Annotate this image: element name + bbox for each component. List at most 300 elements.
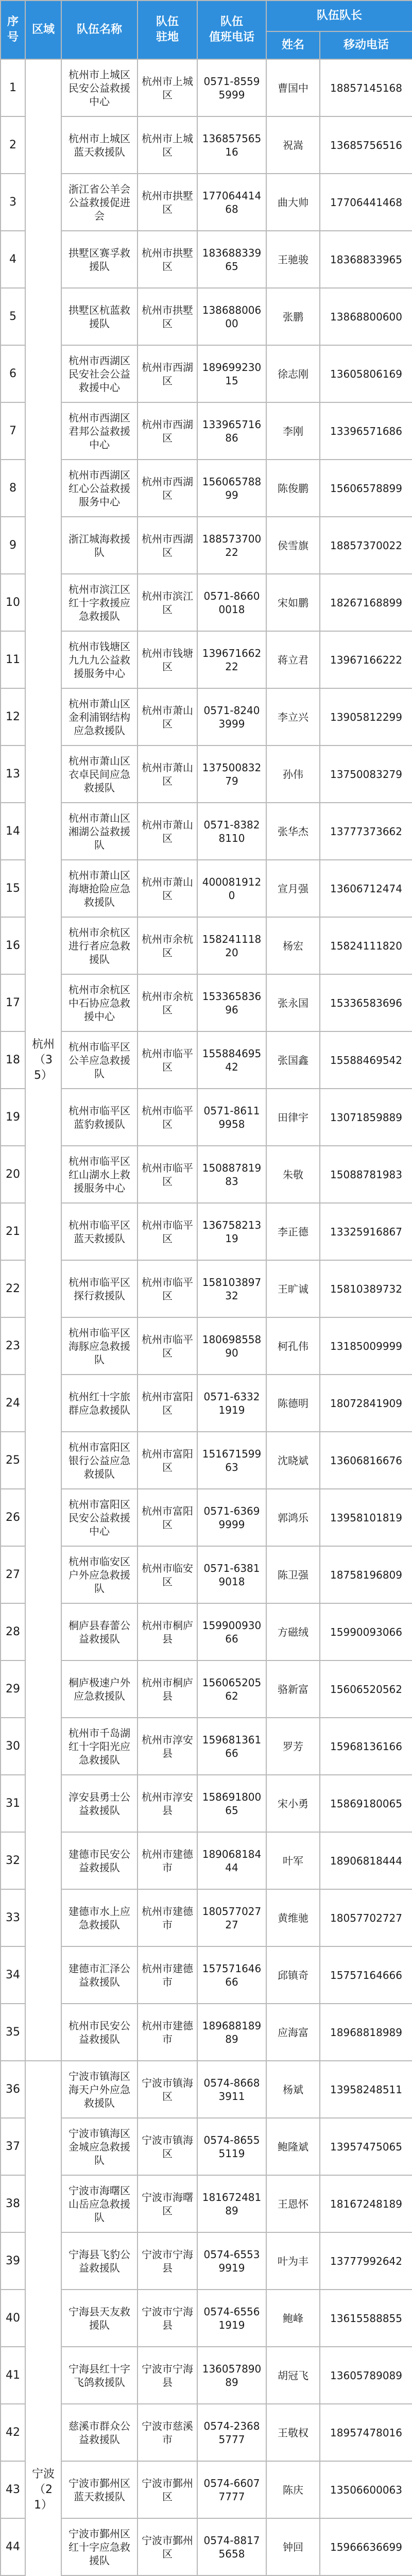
- team-location-cell: 杭州市上城区: [138, 116, 197, 174]
- leader-name-cell: 沈晓斌: [266, 1432, 320, 1489]
- row-seq: 37: [1, 2118, 25, 2175]
- duty-phone-cell: 15810389732: [197, 1260, 266, 1317]
- team-name-cell: 杭州市西湖区红心公益救援服务中心: [61, 460, 138, 517]
- table-row: [1, 1203, 412, 1260]
- row-seq: 7: [1, 402, 25, 460]
- team-location-cell: 杭州市萧山区: [138, 860, 197, 917]
- duty-phone-cell: 15757164666: [197, 1946, 266, 2004]
- row-seq: 10: [1, 574, 25, 631]
- duty-phone-cell: 15088781983: [197, 1146, 266, 1203]
- duty-phone-cell: 0574-88175658: [197, 2518, 266, 2575]
- team-name-cell: 杭州市萧山区衣卓民间应急救援队: [61, 745, 138, 803]
- team-location-cell: 杭州市临平区: [138, 1031, 197, 1089]
- header-duty-phone: 队伍 值班电话: [197, 1, 266, 59]
- team-location-cell: 杭州市西湖区: [138, 345, 197, 402]
- row-seq: 17: [1, 974, 25, 1031]
- leader-mobile-cell: 15088781983: [320, 1146, 412, 1203]
- duty-phone-cell: 0571-63699999: [197, 1489, 266, 1546]
- duty-phone-cell: 15606520562: [197, 1660, 266, 1718]
- table-row: [1, 2518, 412, 2575]
- duty-phone-cell: 15606578899: [197, 460, 266, 517]
- leader-mobile-cell: 18267168899: [320, 574, 412, 631]
- leader-mobile-cell: 18167248189: [320, 2175, 412, 2232]
- leader-mobile-cell: 13957475065: [320, 2118, 412, 2175]
- duty-phone-cell: 18057702727: [197, 1889, 266, 1946]
- duty-phone-cell: 13685756516: [197, 116, 266, 174]
- leader-name-cell: 郭鸿乐: [266, 1489, 320, 1546]
- leader-mobile-cell: 15606520562: [320, 1660, 412, 1718]
- table-row: [1, 1432, 412, 1489]
- row-seq: 44: [1, 2518, 25, 2575]
- row-seq: 28: [1, 1603, 25, 1660]
- duty-phone-cell: 13605789089: [197, 2347, 266, 2404]
- duty-phone-cell: 18857370022: [197, 517, 266, 574]
- leader-name-cell: 侯雪旗: [266, 517, 320, 574]
- team-location-cell: 宁波市慈溪市: [138, 2404, 197, 2461]
- team-location-cell: 杭州市西湖区: [138, 460, 197, 517]
- team-name-cell: 杭州市临安区户外应急救援队: [61, 1546, 138, 1603]
- row-seq: 11: [1, 631, 25, 688]
- duty-phone-cell: 13750083279: [197, 745, 266, 803]
- leader-mobile-cell: 13325916867: [320, 1203, 412, 1260]
- row-seq: 34: [1, 1946, 25, 2004]
- duty-phone-cell: 0571-82403999: [197, 688, 266, 745]
- table-row: [1, 2290, 412, 2347]
- row-seq: 24: [1, 1375, 25, 1432]
- leader-name-cell: 邱镇奇: [266, 1946, 320, 2004]
- leader-mobile-cell: 13958248511: [320, 2061, 412, 2118]
- leader-name-cell: 杨宏: [266, 917, 320, 974]
- duty-phone-cell: 0574-23685777: [197, 2404, 266, 2461]
- team-name-cell: 杭州市临平区蓝豹救援队: [61, 1089, 138, 1146]
- team-name-cell: 杭州市萧山区金利浦钢结构应急救援队: [61, 688, 138, 745]
- table-row: [1, 517, 412, 574]
- leader-name-cell: 张永国: [266, 974, 320, 1031]
- leader-name-cell: 王旷诚: [266, 1260, 320, 1317]
- leader-mobile-cell: 18906818444: [320, 1832, 412, 1889]
- row-seq: 39: [1, 2232, 25, 2290]
- leader-name-cell: 李正德: [266, 1203, 320, 1260]
- team-name-cell: 慈溪市群众公益救援队: [61, 2404, 138, 2461]
- table-row: [1, 574, 412, 631]
- team-name-cell: 杭州市萧山区海塘抢险应急救援队: [61, 860, 138, 917]
- table-row: [1, 1146, 412, 1203]
- team-location-cell: 杭州市拱墅区: [138, 231, 197, 288]
- leader-mobile-cell: 13396571686: [320, 402, 412, 460]
- table-row: [1, 59, 412, 116]
- region-cell: 杭州（35）: [25, 59, 61, 2061]
- row-seq: 14: [1, 803, 25, 860]
- team-location-cell: 杭州市临平区: [138, 1089, 197, 1146]
- header-location: 队伍 驻地: [138, 1, 197, 59]
- team-location-cell: 杭州市上城区: [138, 59, 197, 116]
- team-location-cell: 宁波市鄞州区: [138, 2518, 197, 2575]
- table-row: [1, 1660, 412, 1718]
- leader-name-cell: 孙伟: [266, 745, 320, 803]
- leader-name-cell: 王敬权: [266, 2404, 320, 2461]
- leader-mobile-cell: 15968136166: [320, 1718, 412, 1775]
- leader-mobile-cell: 15606578899: [320, 460, 412, 517]
- row-seq: 29: [1, 1660, 25, 1718]
- team-name-cell: 杭州市西湖区民安社会公益救援中心: [61, 345, 138, 402]
- team-name-cell: 宁波市鄞州区蓝天救援队: [61, 2461, 138, 2518]
- table-row: [1, 2347, 412, 2404]
- team-location-cell: 杭州市桐庐县: [138, 1603, 197, 1660]
- duty-phone-cell: 15167159963: [197, 1432, 266, 1489]
- team-location-cell: 杭州市滨江区: [138, 574, 197, 631]
- leader-mobile-cell: 18072841909: [320, 1375, 412, 1432]
- row-seq: 5: [1, 288, 25, 345]
- leader-name-cell: 宋小勇: [266, 1775, 320, 1832]
- team-location-cell: 宁波市宁海县: [138, 2347, 197, 2404]
- leader-name-cell: 柯孔伟: [266, 1317, 320, 1375]
- leader-mobile-cell: 18968818989: [320, 2004, 412, 2061]
- table-row: [1, 1832, 412, 1889]
- leader-mobile-cell: 15588469542: [320, 1031, 412, 1089]
- duty-phone-cell: 15588469542: [197, 1031, 266, 1089]
- row-seq: 26: [1, 1489, 25, 1546]
- team-name-cell: 宁波市鄞州区红十字应急救援队: [61, 2518, 138, 2575]
- leader-name-cell: 骆新富: [266, 1660, 320, 1718]
- duty-phone-cell: 15336583696: [197, 974, 266, 1031]
- table-row: [1, 917, 412, 974]
- leader-mobile-cell: 13605806169: [320, 345, 412, 402]
- table-row: [1, 2461, 412, 2518]
- duty-phone-cell: 13967166222: [197, 631, 266, 688]
- team-location-cell: 杭州市富阳区: [138, 1432, 197, 1489]
- leader-name-cell: 李立兴: [266, 688, 320, 745]
- team-location-cell: 宁波市宁海县: [138, 2290, 197, 2347]
- team-location-cell: 杭州市临平区: [138, 1317, 197, 1375]
- team-name-cell: 拱墅区杭蓝救援队: [61, 288, 138, 345]
- leader-name-cell: 罗芳: [266, 1718, 320, 1775]
- leader-mobile-cell: 13905812299: [320, 688, 412, 745]
- leader-name-cell: 陈卫强: [266, 1546, 320, 1603]
- duty-phone-cell: 17706441468: [197, 174, 266, 231]
- row-seq: 27: [1, 1546, 25, 1603]
- team-name-cell: 浙江省公羊会公益救援促进会: [61, 174, 138, 231]
- leader-name-cell: 方磁绒: [266, 1603, 320, 1660]
- duty-phone-cell: 13675821319: [197, 1203, 266, 1260]
- row-seq: 6: [1, 345, 25, 402]
- leader-mobile-cell: 13967166222: [320, 631, 412, 688]
- leader-name-cell: 张国鑫: [266, 1031, 320, 1089]
- row-seq: 4: [1, 231, 25, 288]
- team-location-cell: 杭州市萧山区: [138, 745, 197, 803]
- team-name-cell: 杭州市余杭区进行者应急救援队: [61, 917, 138, 974]
- team-location-cell: 杭州市西湖区: [138, 402, 197, 460]
- leader-name-cell: 田律宇: [266, 1089, 320, 1146]
- team-name-cell: 杭州市上城区蓝天救援队: [61, 116, 138, 174]
- leader-mobile-cell: 18857145168: [320, 59, 412, 116]
- table-row: [1, 116, 412, 174]
- leader-name-cell: 陈俊鹏: [266, 460, 320, 517]
- duty-phone-cell: 15968136166: [197, 1718, 266, 1775]
- duty-phone-cell: 0574-65539919: [197, 2232, 266, 2290]
- team-name-cell: 杭州市上城区民安公益救援中心: [61, 59, 138, 116]
- team-name-cell: 杭州市富阳区银行公益应急救援队: [61, 1432, 138, 1489]
- team-location-cell: 杭州市富阳区: [138, 1375, 197, 1432]
- team-location-cell: 杭州市临平区: [138, 1203, 197, 1260]
- row-seq: 31: [1, 1775, 25, 1832]
- leader-name-cell: 祝嵩: [266, 116, 320, 174]
- table-row: [1, 288, 412, 345]
- team-name-cell: 杭州市临平区探行救援队: [61, 1260, 138, 1317]
- leader-name-cell: 陈德明: [266, 1375, 320, 1432]
- duty-phone-cell: 4000819120: [197, 860, 266, 917]
- leader-name-cell: 陈庆: [266, 2461, 320, 2518]
- leader-mobile-cell: 17706441468: [320, 174, 412, 231]
- team-location-cell: 杭州市淳安县: [138, 1775, 197, 1832]
- duty-phone-cell: 18968818989: [197, 2004, 266, 2061]
- team-location-cell: 杭州市富阳区: [138, 1489, 197, 1546]
- team-location-cell: 杭州市萧山区: [138, 803, 197, 860]
- duty-phone-cell: 15990093066: [197, 1603, 266, 1660]
- leader-name-cell: 杨斌: [266, 2061, 320, 2118]
- leader-name-cell: 张华杰: [266, 803, 320, 860]
- team-location-cell: 杭州市建德市: [138, 1946, 197, 2004]
- table-row: [1, 1546, 412, 1603]
- team-name-cell: 杭州市临平区公羊应急救援队: [61, 1031, 138, 1089]
- table-row: [1, 1889, 412, 1946]
- duty-phone-cell: 18969923015: [197, 345, 266, 402]
- team-location-cell: 杭州市桐庐县: [138, 1660, 197, 1718]
- table-header: [1, 1, 412, 59]
- row-seq: 3: [1, 174, 25, 231]
- team-name-cell: 杭州市滨江区红十字救援应急救援队: [61, 574, 138, 631]
- duty-phone-cell: 15869180065: [197, 1775, 266, 1832]
- leader-mobile-cell: 13777992642: [320, 2232, 412, 2290]
- team-location-cell: 杭州市西湖区: [138, 517, 197, 574]
- row-seq: 19: [1, 1089, 25, 1146]
- table-row: [1, 460, 412, 517]
- duty-phone-cell: 18368833965: [197, 231, 266, 288]
- leader-mobile-cell: 13071859889: [320, 1089, 412, 1146]
- leader-mobile-cell: 13958101819: [320, 1489, 412, 1546]
- leader-mobile-cell: 13868800600: [320, 288, 412, 345]
- table-row: [1, 2175, 412, 2232]
- table-row: [1, 1775, 412, 1832]
- team-location-cell: 宁波市宁海县: [138, 2232, 197, 2290]
- table-row: [1, 688, 412, 745]
- region-cell: 宁波（21）: [25, 2061, 61, 2576]
- table-row: [1, 2061, 412, 2118]
- team-location-cell: 杭州市拱墅区: [138, 288, 197, 345]
- row-seq: 35: [1, 2004, 25, 2061]
- team-location-cell: 宁波市鄞州区: [138, 2461, 197, 2518]
- row-seq: 33: [1, 1889, 25, 1946]
- leader-mobile-cell: 18957478016: [320, 2404, 412, 2461]
- table-row: [1, 1489, 412, 1546]
- team-name-cell: 桐庐县春蕾公益救援队: [61, 1603, 138, 1660]
- duty-phone-cell: 0571-83828110: [197, 803, 266, 860]
- duty-phone-cell: 0574-66077777: [197, 2461, 266, 2518]
- duty-phone-cell: 15824111820: [197, 917, 266, 974]
- row-seq: 22: [1, 1260, 25, 1317]
- leader-mobile-cell: 13185009999: [320, 1317, 412, 1375]
- leader-name-cell: 蒋立君: [266, 631, 320, 688]
- team-location-cell: 杭州市萧山区: [138, 688, 197, 745]
- row-seq: 1: [1, 59, 25, 116]
- team-name-cell: 浙江城海救援队: [61, 517, 138, 574]
- header-leader-group: 队伍队长: [266, 1, 412, 31]
- leader-name-cell: 王恩怀: [266, 2175, 320, 2232]
- leader-mobile-cell: 13506600063: [320, 2461, 412, 2518]
- team-name-cell: 杭州红十字旅群应急救援队: [61, 1375, 138, 1432]
- leader-name-cell: 徐志刚: [266, 345, 320, 402]
- team-location-cell: 宁波市镇海区: [138, 2061, 197, 2118]
- table-row: [1, 860, 412, 917]
- row-seq: 15: [1, 860, 25, 917]
- header-leader-name: 姓名: [266, 31, 320, 59]
- team-name-cell: 建德市汇泽公益救援队: [61, 1946, 138, 2004]
- duty-phone-cell: 0574-86683911: [197, 2061, 266, 2118]
- leader-name-cell: 叶军: [266, 1832, 320, 1889]
- team-name-cell: 宁波市镇海区金城应急救援队: [61, 2118, 138, 2175]
- team-location-cell: 宁波市镇海区: [138, 2118, 197, 2175]
- leader-name-cell: 鲍峰: [266, 2290, 320, 2347]
- leader-name-cell: 曹国中: [266, 59, 320, 116]
- leader-mobile-cell: 13615588855: [320, 2290, 412, 2347]
- table-row: [1, 803, 412, 860]
- leader-name-cell: 李刚: [266, 402, 320, 460]
- team-name-cell: 宁波市海曙区山岳应急救援队: [61, 2175, 138, 2232]
- leader-name-cell: 鲍隆斌: [266, 2118, 320, 2175]
- table-row: [1, 402, 412, 460]
- team-name-cell: 杭州市临平区红山湖水上救援服务中心: [61, 1146, 138, 1203]
- team-name-cell: 杭州市民安公益救援队: [61, 2004, 138, 2061]
- duty-phone-cell: 0574-86555119: [197, 2118, 266, 2175]
- row-seq: 13: [1, 745, 25, 803]
- header-seq: 序号: [1, 1, 25, 59]
- duty-phone-cell: 0574-65561919: [197, 2290, 266, 2347]
- row-seq: 23: [1, 1317, 25, 1375]
- header-team-name: 队伍名称: [61, 1, 138, 59]
- table-row: [1, 1375, 412, 1432]
- leader-mobile-cell: 13685756516: [320, 116, 412, 174]
- row-seq: 41: [1, 2347, 25, 2404]
- duty-phone-cell: 18167248189: [197, 2175, 266, 2232]
- leader-mobile-cell: 15869180065: [320, 1775, 412, 1832]
- leader-name-cell: 钟回: [266, 2518, 320, 2575]
- row-seq: 2: [1, 116, 25, 174]
- row-seq: 20: [1, 1146, 25, 1203]
- team-name-cell: 宁海县天友救援队: [61, 2290, 138, 2347]
- leader-mobile-cell: 13750083279: [320, 745, 412, 803]
- table-row: [1, 2004, 412, 2061]
- team-location-cell: 杭州市淳安县: [138, 1718, 197, 1775]
- leader-mobile-cell: 15810389732: [320, 1260, 412, 1317]
- team-location-cell: 杭州市临平区: [138, 1260, 197, 1317]
- team-name-cell: 杭州市钱塘区九九九公益救援服务中心: [61, 631, 138, 688]
- team-location-cell: 杭州市临安区: [138, 1546, 197, 1603]
- duty-phone-cell: 0571-86119958: [197, 1089, 266, 1146]
- table-row: [1, 345, 412, 402]
- team-name-cell: 拱墅区赛孚救援队: [61, 231, 138, 288]
- duty-phone-cell: 18906818444: [197, 1832, 266, 1889]
- row-seq: 16: [1, 917, 25, 974]
- leader-mobile-cell: 18057702727: [320, 1889, 412, 1946]
- table-row: [1, 1089, 412, 1146]
- team-location-cell: 杭州市拱墅区: [138, 174, 197, 231]
- leader-name-cell: 叶为丰: [266, 2232, 320, 2290]
- team-name-cell: 桐庐极速户外应急救援队: [61, 1660, 138, 1718]
- table-row: [1, 2232, 412, 2290]
- row-seq: 38: [1, 2175, 25, 2232]
- team-name-cell: 宁波市镇海区海天户外应急救援队: [61, 2061, 138, 2118]
- row-seq: 12: [1, 688, 25, 745]
- table-row: [1, 174, 412, 231]
- team-location-cell: 杭州市建德市: [138, 1889, 197, 1946]
- table-row: [1, 231, 412, 288]
- table-row: [1, 1260, 412, 1317]
- row-seq: 36: [1, 2061, 25, 2118]
- team-name-cell: 宁海县飞豹公益救援队: [61, 2232, 138, 2290]
- leader-name-cell: 宣月强: [266, 860, 320, 917]
- team-location-cell: 杭州市余杭区: [138, 917, 197, 974]
- table-row: [1, 1718, 412, 1775]
- table-row: [1, 1031, 412, 1089]
- leader-mobile-cell: 18368833965: [320, 231, 412, 288]
- table-row: [1, 1317, 412, 1375]
- duty-phone-cell: 0571-63819018: [197, 1546, 266, 1603]
- duty-phone-cell: 13868800600: [197, 288, 266, 345]
- team-name-cell: 杭州市临平区蓝天救援队: [61, 1203, 138, 1260]
- duty-phone-cell: 13396571686: [197, 402, 266, 460]
- row-seq: 32: [1, 1832, 25, 1889]
- team-name-cell: 杭州市千岛湖红十字阳光应急救援队: [61, 1718, 138, 1775]
- leader-name-cell: 朱敬: [266, 1146, 320, 1203]
- table-row: [1, 631, 412, 688]
- row-seq: 43: [1, 2461, 25, 2518]
- leader-mobile-cell: 18758196809: [320, 1546, 412, 1603]
- team-location-cell: 杭州市钱塘区: [138, 631, 197, 688]
- team-name-cell: 杭州市富阳区民安公益救援中心: [61, 1489, 138, 1546]
- row-seq: 42: [1, 2404, 25, 2461]
- row-seq: 40: [1, 2290, 25, 2347]
- leader-mobile-cell: 13606712474: [320, 860, 412, 917]
- row-seq: 25: [1, 1432, 25, 1489]
- team-location-cell: 杭州市建德市: [138, 1832, 197, 1889]
- team-name-cell: 杭州市萧山区湘湖公益救援队: [61, 803, 138, 860]
- leader-name-cell: 黄维驰: [266, 1889, 320, 1946]
- team-name-cell: 建德市民安公益救援队: [61, 1832, 138, 1889]
- duty-phone-cell: 0571-85595999: [197, 59, 266, 116]
- row-seq: 8: [1, 460, 25, 517]
- leader-mobile-cell: 13777373662: [320, 803, 412, 860]
- leader-name-cell: 宋如鹏: [266, 574, 320, 631]
- team-location-cell: 杭州市余杭区: [138, 974, 197, 1031]
- team-name-cell: 建德市水上应急救援队: [61, 1889, 138, 1946]
- row-seq: 21: [1, 1203, 25, 1260]
- leader-mobile-cell: 15990093066: [320, 1603, 412, 1660]
- team-location-cell: 杭州市建德市: [138, 2004, 197, 2061]
- duty-phone-cell: 18069855890: [197, 1317, 266, 1375]
- leader-name-cell: 张鹏: [266, 288, 320, 345]
- leader-mobile-cell: 15757164666: [320, 1946, 412, 2004]
- leader-name-cell: 曲大帅: [266, 174, 320, 231]
- row-seq: 9: [1, 517, 25, 574]
- table-row: [1, 745, 412, 803]
- duty-phone-cell: 0571-86600018: [197, 574, 266, 631]
- table-body: [1, 59, 412, 2576]
- team-name-cell: 杭州市西湖区君邦公益救援中心: [61, 402, 138, 460]
- table-row: [1, 2404, 412, 2461]
- team-name-cell: 宁海县红十字飞鸽救援队: [61, 2347, 138, 2404]
- leader-name-cell: 胡冠飞: [266, 2347, 320, 2404]
- leader-name-cell: 王驰骏: [266, 231, 320, 288]
- team-name-cell: 杭州市余杭区中石协应急救援中心: [61, 974, 138, 1031]
